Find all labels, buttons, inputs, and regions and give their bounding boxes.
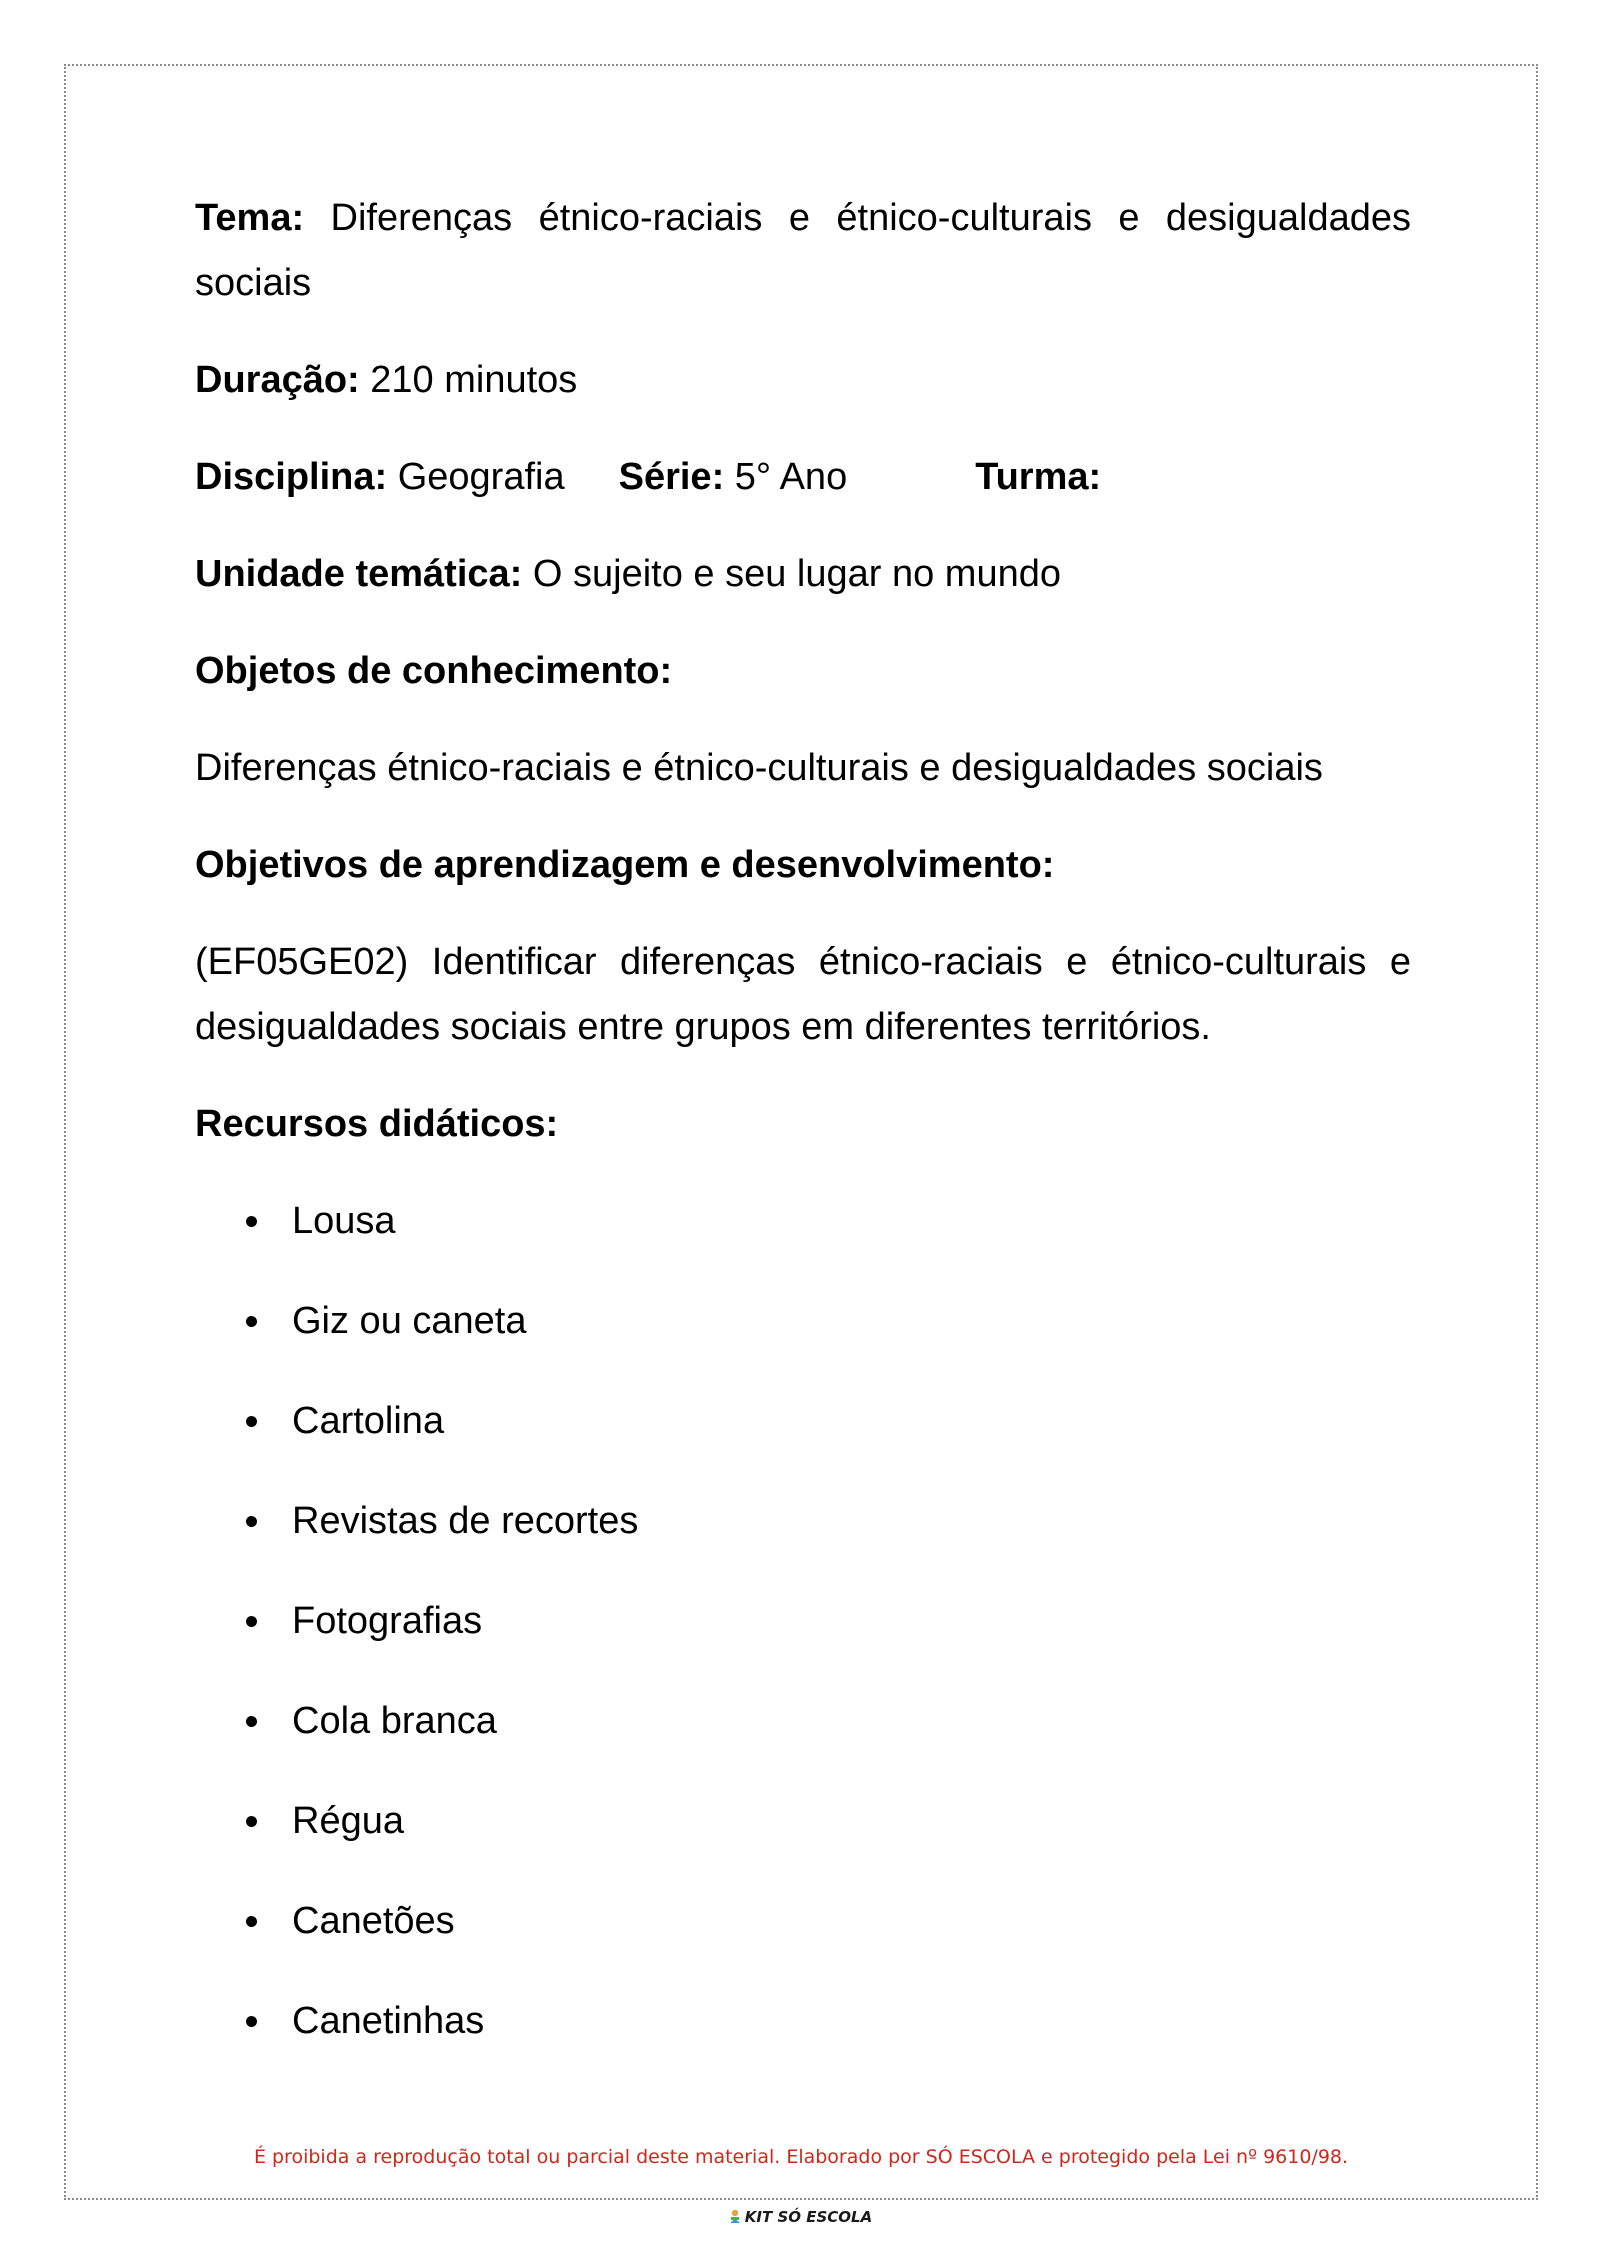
bullet-icon	[246, 2016, 257, 2027]
serie-cell	[619, 445, 848, 510]
disciplina-row	[195, 445, 1411, 510]
duracao-value: 210 minutos	[370, 359, 578, 401]
objetos-heading: Objetos de conhecimento:	[195, 650, 673, 692]
bullet-icon	[246, 1816, 257, 1827]
objetos-text: Diferenças étnico-raciais e étnico-culturais e desigualdades sociais	[195, 747, 1323, 789]
objetivos-heading: Objetivos de aprendizagem e desenvolvimento:	[195, 844, 1055, 886]
bullet-icon	[246, 1716, 257, 1727]
list-item-label: Cola branca	[292, 1700, 497, 1742]
list-item	[195, 1689, 1411, 1789]
list-item	[195, 1189, 1411, 1289]
tema-line	[195, 186, 1411, 316]
list-item	[195, 1889, 1411, 1989]
list-item-label: Lousa	[292, 1200, 396, 1242]
unidade-label: Unidade temática:	[195, 553, 523, 595]
bullet-icon	[246, 1216, 257, 1227]
list-item-label: Canetões	[292, 1900, 455, 1942]
list-item	[195, 1289, 1411, 1389]
list-item	[195, 1789, 1411, 1889]
bullet-icon	[246, 1316, 257, 1327]
tema-label: Tema:	[195, 197, 305, 239]
lesson-plan	[195, 186, 1411, 2089]
bullet-icon	[246, 1916, 257, 1927]
kid-reading-icon	[728, 2209, 742, 2225]
objetivos-text: (EF05GE02) Identificar diferenças étnico-raciais e étnico-culturais e desigualdades sociais entre grupos em diferentes territórios.	[195, 941, 1411, 1048]
list-item-label: Fotografias	[292, 1600, 483, 1642]
brand-logo	[0, 2208, 1600, 2226]
list-item	[195, 1589, 1411, 1689]
unidade-line	[195, 542, 1411, 607]
disciplina-value: Geografia	[397, 456, 565, 498]
list-item	[195, 1389, 1411, 1489]
list-item-label: Cartolina	[292, 1400, 445, 1442]
unidade-value: O sujeito e seu lugar no mundo	[532, 553, 1061, 595]
duracao-line	[195, 348, 1411, 413]
bullet-icon	[246, 1416, 257, 1427]
copyright-notice: É proibida a reprodução total ou parcial deste material. Elaborado por SÓ ESCOLA e protegido pela Lei nº 9610/98.	[253, 2146, 1349, 2168]
serie-label: Série:	[618, 456, 725, 498]
list-item-label: Giz ou caneta	[292, 1300, 527, 1342]
bullet-icon	[246, 1616, 257, 1627]
disciplina-label: Disciplina:	[195, 456, 388, 498]
recursos-list	[195, 1189, 1411, 2089]
brand-text: KIT SÓ ESCOLA	[744, 2208, 873, 2226]
list-item-label: Régua	[292, 1800, 404, 1842]
list-item	[195, 1989, 1411, 2089]
recursos-heading: Recursos didáticos:	[195, 1103, 559, 1145]
serie-value: 5° Ano	[734, 456, 848, 498]
bullet-icon	[246, 1516, 257, 1527]
disciplina-cell	[195, 445, 565, 510]
list-item-label: Revistas de recortes	[292, 1500, 639, 1542]
turma-label: Turma:	[975, 456, 1102, 498]
duracao-label: Duração:	[195, 359, 360, 401]
tema-value: Diferenças étnico-raciais e étnico-culturais e desigualdades sociais	[195, 197, 1411, 304]
list-item-label: Canetinhas	[292, 2000, 485, 2042]
list-item	[195, 1489, 1411, 1589]
